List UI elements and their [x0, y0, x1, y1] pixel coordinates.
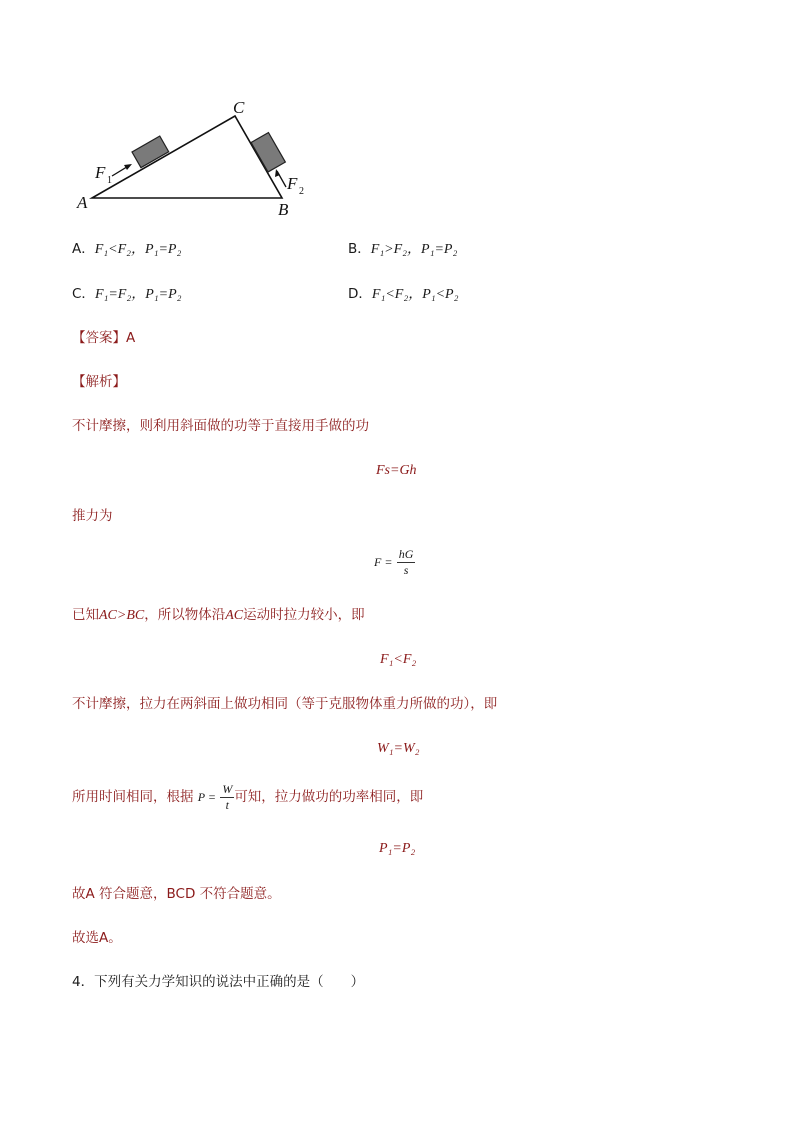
next-question: 4．下列有关力学知识的说法中正确的是（ ）: [72, 974, 365, 990]
explanation-p1: 不计摩擦，则利用斜面做的功等于直接用手做的功: [72, 418, 369, 434]
equation-2: F = $\frac{hG}{s}$: [374, 547, 414, 577]
label-c: C: [233, 98, 245, 117]
equation-3: F₁<F₂: [380, 652, 417, 667]
label-f2: F: [287, 174, 298, 193]
block-on-bc: [251, 133, 285, 172]
analysis-label: 【解析】: [72, 374, 126, 390]
triangle: [92, 116, 282, 198]
explanation-p2: 推力为: [72, 508, 113, 524]
incline-figure: [70, 95, 320, 225]
label-b: B: [278, 200, 289, 219]
option-a[interactable]: A．F₁<F₂，P₁=P₂: [72, 241, 182, 257]
option-d[interactable]: D．F₁<F₂，P₁<P₂: [348, 286, 459, 302]
explanation-p4: 不计摩擦，拉力在两斜面上做功相同（等于克服物体重力所做的功），即: [72, 696, 498, 712]
answer-line: [72, 329, 135, 347]
block-on-ac: [132, 136, 169, 168]
label-f1: F: [95, 163, 106, 182]
label-a: A: [77, 193, 88, 212]
explanation-p5: 所用时间相同，根据 P = $\frac{W}{t}$ 可知，拉力做功的功率相同，即: [72, 782, 424, 812]
answer-value: A: [126, 330, 136, 346]
explanation-p3: 已知AC>BC，所以物体沿AC运动时拉力较小，即: [72, 607, 365, 623]
option-c[interactable]: C．F₁=F₂，P₁=P₂: [72, 286, 182, 302]
explanation-p7: 故选A。: [72, 930, 122, 946]
option-b[interactable]: B．F₁>F₂，P₁=P₂: [348, 241, 458, 257]
label-f2-sub: 2: [299, 186, 304, 197]
arrow-f1-head: [124, 164, 132, 170]
equation-4: W₁=W₂: [377, 741, 420, 756]
label-f1-sub: 1: [107, 175, 112, 186]
equation-1: Fs=Gh: [376, 463, 417, 478]
answer-label: 【答案】: [72, 330, 126, 346]
equation-5: P₁=P₂: [379, 841, 416, 856]
explanation-p6: 故A 符合题意，BCD 不符合题意。: [72, 886, 281, 902]
